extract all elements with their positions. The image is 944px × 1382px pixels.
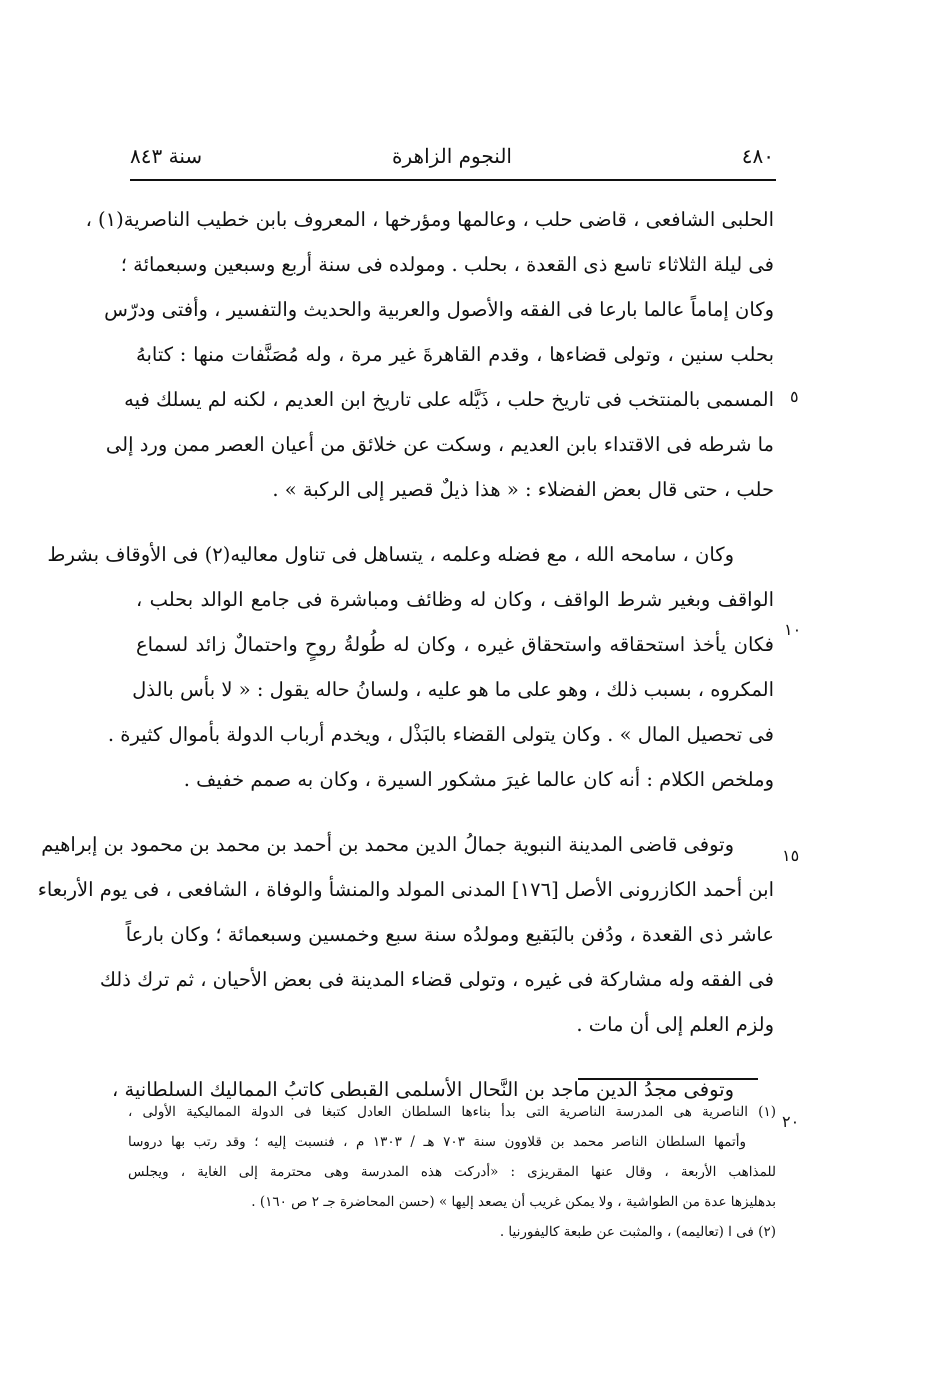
- line-number-10: ١٠: [784, 620, 802, 639]
- running-year: سنة ٨٤٣: [130, 144, 203, 168]
- header-rule: [130, 179, 776, 181]
- text-line: الواقف وبغير شرط الواقف ، وكان له وظائف ومباشرة فى جامع الوالد بحلب ،: [136, 588, 774, 611]
- running-title: النجوم الزاهرة: [392, 144, 512, 168]
- text-line: المكروه ، بسبب ذلك ، وهو على ما هو عليه ، ولسانُ حاله يقول : « لا بأس بالذل: [132, 678, 774, 701]
- footnotes: [128, 1097, 776, 1247]
- text-line: فى تحصيل المال » . وكان يتولى القضاء بالبَذْل ، ويخدم أرباب الدولة بأموال كثيرة .: [107, 723, 774, 746]
- line-number-15: ١٥: [782, 846, 800, 865]
- text-line: عاشر ذى القعدة ، ودُفن بالبَقيع ومولدُه سنة سبع وخمسين وسبعمائة ؛ وكان بارعاً: [125, 923, 774, 946]
- footnote-rule: [578, 1078, 758, 1080]
- text-line: الحلبى الشافعى ، قاضى حلب ، وعالمها ومؤرخها ، المعروف بابن خطيب الناصرية(١) ،: [85, 208, 774, 231]
- line-number-20: ٢٠: [782, 1112, 800, 1131]
- footnote-line: للمذاهب الأربعة ، وقال عنها المقريزى : «أدركت هذه المدرسة وهى محترمة إلى الغاية ، ويجلس: [128, 1164, 776, 1180]
- footnote-line: (١) الناصرية هى المدرسة الناصرية التى بدأ بناءها السلطان العادل كتبغا فى الدولة المماليكية الأولى ،: [128, 1104, 776, 1120]
- footnote-line: وأتمها السلطان الناصر محمد بن قلاوون سنة ٧٠٣ هـ / ١٣٠٣ م ، فنسبت إليه ؛ وقد رتب بها دروسا: [128, 1134, 746, 1150]
- line-number-5: ٥: [790, 387, 799, 406]
- text-line: بحلب سنين ، وتولى قضاءها ، وقدم القاهرةَ غير مرة ، وله مُصَنَّفات منها : كتابهُ: [136, 343, 775, 366]
- main-text: [37, 197, 775, 1112]
- text-line: فى ليلة الثلاثاء تاسع ذى القعدة ، بحلب . ومولده فى سنة أربع وسبعين وسبعمائة ؛: [120, 253, 774, 276]
- page-header: [130, 138, 774, 178]
- footnote-line: بدهليزها عدة من الطواشية ، ولا يمكن غريب أن يصعد إليها » (حسن المحاضرة جـ ٢ ص ١٦٠) .: [251, 1194, 776, 1210]
- text-line: وتوفى قاضى المدينة النبوية جمالُ الدين محمد بن أحمد بن محمد بن محمود بن إبراهيم: [41, 833, 734, 856]
- text-line: وكان ، سامحه الله ، مع فضله وعلمه ، يتساهل فى تناول معاليه(٢) فى الأوقاف بشرط: [47, 543, 734, 566]
- text-line: ما شرطه فى الاقتداء بابن العديم ، وسكت عن خلائق من أعيان العصر ممن ورد إلى: [105, 433, 774, 456]
- text-line: ابن أحمد الكازرونى الأصل [١٧٦] المدنى المولد والمنشأ والوفاة ، الشافعى ، فى يوم الأربعاء: [37, 878, 774, 901]
- page-number: ٤٨٠: [741, 144, 774, 168]
- footnote-line: (٢) فى ا (تعاليمه) ، والمثبت عن طبعة كاليفورنيا .: [499, 1224, 776, 1240]
- text-line: وملخص الكلام : أنه كان عالما غيرَ مشكور السيرة ، وكان به صمم خفيف .: [183, 768, 774, 791]
- text-line: المسمى بالمنتخب فى تاريخ حلب ، ذَيَّله على تاريخ ابن العديم ، لكنه لم يسلك فيه: [124, 388, 774, 411]
- text-line: فى الفقه وله مشاركة فى غيره ، وتولى قضاء المدينة فى بعض الأحيان ، ثم ترك ذلك: [99, 968, 774, 991]
- text-line: وكان إماماً عالما بارعا فى الفقه والأصول والعربية والحديث والتفسير ، وأفتى ودرّس: [104, 298, 774, 321]
- text-line: ولزم العلم إلى أن مات .: [576, 1013, 774, 1036]
- text-line: فكان يأخذ استحقاقه واستحقاق غيره ، وكان له طُولةُ روحٍ واحتمالٌ زائد لسماع: [136, 633, 774, 656]
- text-line: حلب ، حتى قال بعض الفضلاء : « هذا ذيلٌ قصير إلى الركبة » .: [272, 478, 774, 501]
- text-line: وتوفى مجدُ الدين ماجد بن النَّحال الأسلمى القبطى كاتبُ المماليك السلطانية ،: [111, 1078, 734, 1101]
